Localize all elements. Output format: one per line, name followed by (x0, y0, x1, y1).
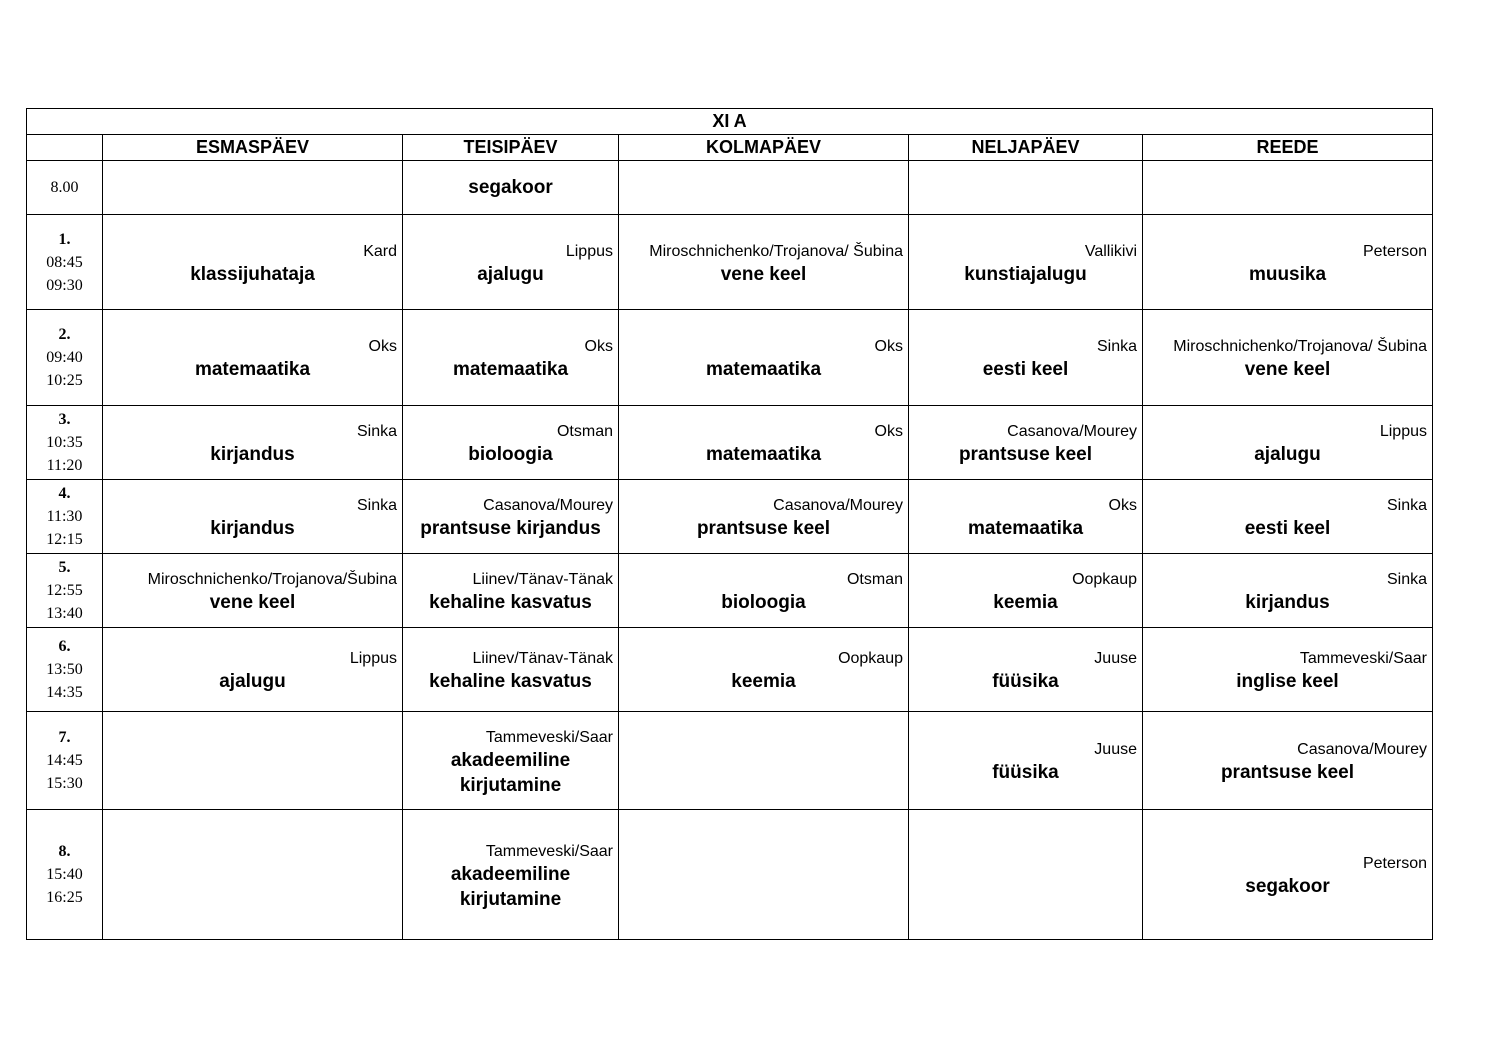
teacher-name: Tammeveski/Saar (485, 842, 613, 860)
lesson-cell-tuesday (403, 406, 619, 480)
lesson-cell-wednesday (619, 161, 909, 215)
day-header-friday: REEDE (1143, 135, 1433, 161)
time-header-cell (27, 135, 103, 161)
subject-name: segakoor (468, 177, 553, 198)
subject-name: kehaline kasvatus (429, 592, 592, 613)
teacher-name: Sinka (1386, 497, 1427, 514)
lesson-cell-friday (1143, 480, 1433, 554)
subject-name: klassijuhataja (190, 263, 315, 285)
teacher-name: Otsman (556, 423, 613, 440)
teacher-name: Miroschnichenko/Trojanova/ Šubina (649, 242, 903, 260)
lesson-row (27, 712, 1433, 810)
period-num: 8. (58, 843, 71, 860)
lesson-cell-thursday (909, 215, 1143, 310)
subject-name: kirjandus (210, 444, 295, 465)
period-time-cell (27, 810, 103, 940)
subject-name: ajalugu (477, 263, 544, 285)
day-header-tuesday: TEISIPÄEV (403, 135, 619, 161)
period-time-cell (27, 215, 103, 310)
subject-name: matemaatika (705, 359, 822, 380)
teacher-name: Oopkaup (1072, 571, 1137, 588)
lesson-row (27, 161, 1433, 215)
teacher-name: Sinka (1096, 338, 1137, 355)
subject-name: kirjandus (1245, 592, 1330, 613)
teacher-name: Kard (363, 242, 397, 260)
lesson-cell-wednesday (619, 628, 909, 712)
lesson-cell-monday (103, 712, 403, 810)
lesson-cell-monday (103, 406, 403, 480)
timetable (26, 108, 1433, 940)
lesson-cell-wednesday (619, 480, 909, 554)
period-num: 3. (58, 411, 71, 428)
period-start: 14:45 (46, 752, 83, 769)
subject-name: kehaline kasvatus (429, 671, 592, 692)
period-time-cell (27, 712, 103, 810)
period-time-cell (27, 480, 103, 554)
teacher-name: Casanova/Mourey (773, 497, 903, 514)
period-start: 12:55 (46, 582, 83, 599)
lesson-cell-friday (1143, 310, 1433, 406)
lesson-cell-friday (1143, 215, 1433, 310)
period-num: 2. (58, 326, 71, 343)
period-end: 14:35 (46, 684, 83, 701)
lesson-cell-friday (1143, 554, 1433, 628)
period-num: 7. (58, 729, 71, 746)
subject-name: kirjandus (210, 518, 295, 539)
lesson-row (27, 310, 1433, 406)
teacher-name: Casanova/Mourey (1297, 741, 1427, 758)
subject-name: segakoor (1245, 876, 1330, 897)
teacher-name: Miroschnichenko/Trojanova/ Šubina (1173, 338, 1427, 355)
period-num: 6. (58, 638, 71, 655)
lesson-cell-monday (103, 628, 403, 712)
period-time-cell (27, 628, 103, 712)
lesson-cell-monday (103, 310, 403, 406)
subject-name: akadeemiline kirjutamine (450, 863, 571, 910)
subject-name: ajalugu (1254, 444, 1321, 465)
period-start: 13:50 (46, 661, 83, 678)
lesson-cell-monday (103, 215, 403, 310)
lesson-cell-thursday (909, 554, 1143, 628)
period-start: 10:35 (46, 434, 83, 451)
lesson-cell-tuesday (403, 215, 619, 310)
lesson-cell-tuesday (403, 554, 619, 628)
teacher-name: Sinka (356, 423, 397, 440)
teacher-name: Juuse (1094, 741, 1137, 758)
lesson-row (27, 480, 1433, 554)
teacher-name: Oopkaup (838, 650, 903, 667)
teacher-name: Oks (368, 338, 397, 355)
teacher-name: Casanova/Mourey (1007, 423, 1137, 440)
period-time-cell (27, 310, 103, 406)
lesson-cell-wednesday (619, 554, 909, 628)
period-end: 15:30 (46, 775, 83, 792)
subject-name: keemia (731, 671, 796, 692)
teacher-name: Miroschnichenko/Trojanova/Šubina (147, 571, 397, 588)
period-start: 15:40 (46, 866, 83, 883)
period-end: 09:30 (46, 276, 83, 294)
lesson-cell-friday (1143, 712, 1433, 810)
lesson-row (27, 554, 1433, 628)
subject-name: matemaatika (705, 444, 822, 465)
teacher-name: Peterson (1362, 242, 1427, 260)
lesson-cell-monday (103, 480, 403, 554)
teacher-name: Vallikivi (1084, 242, 1137, 260)
lesson-cell-thursday (909, 406, 1143, 480)
lesson-cell-friday (1143, 161, 1433, 215)
lesson-cell-friday (1143, 810, 1433, 940)
subject-name: eesti keel (982, 359, 1069, 380)
lesson-cell-monday (103, 554, 403, 628)
lesson-row (27, 215, 1433, 310)
teacher-name: Peterson (1362, 855, 1427, 872)
period-time-cell (27, 406, 103, 480)
period-time-cell (27, 161, 103, 215)
lesson-cell-friday (1143, 628, 1433, 712)
subject-name: vene keel (720, 263, 807, 285)
lesson-cell-tuesday (403, 480, 619, 554)
subject-name: matemaatika (194, 359, 311, 380)
period-end: 13:40 (46, 605, 83, 622)
lesson-row (27, 810, 1433, 940)
lesson-cell-wednesday (619, 712, 909, 810)
lesson-cell-tuesday (403, 712, 619, 810)
subject-name: keemia (993, 592, 1058, 613)
lesson-cell-tuesday (403, 310, 619, 406)
subject-name: matemaatika (452, 359, 569, 380)
subject-name: muusika (1248, 263, 1327, 285)
period-num: 1. (58, 230, 71, 248)
teacher-name: Lippus (349, 650, 397, 667)
subject-name: vene keel (209, 592, 296, 613)
subject-name: matemaatika (967, 518, 1084, 539)
teacher-name: Oks (874, 338, 903, 355)
subject-name: inglise keel (1236, 671, 1339, 692)
subject-name: füüsika (992, 762, 1059, 783)
teacher-name: Otsman (846, 571, 903, 588)
lesson-cell-monday (103, 810, 403, 940)
lesson-cell-thursday (909, 480, 1143, 554)
subject-name: ajalugu (219, 671, 286, 692)
subject-name: prantsuse kirjandus (420, 518, 601, 539)
teacher-name: Sinka (356, 497, 397, 514)
teacher-name: Oks (1108, 497, 1137, 514)
lesson-cell-thursday (909, 628, 1143, 712)
subject-name: prantsuse keel (958, 444, 1093, 465)
subject-name: prantsuse keel (1220, 762, 1355, 783)
teacher-name: Tammeveski/Saar (485, 728, 613, 746)
day-header-monday: ESMASPÄEV (103, 135, 403, 161)
lesson-rows (27, 161, 1433, 940)
teacher-name: Juuse (1094, 650, 1137, 667)
class-title: XI A (27, 109, 1433, 135)
lesson-cell-wednesday (619, 406, 909, 480)
lesson-cell-tuesday (403, 810, 619, 940)
lesson-cell-tuesday (403, 161, 619, 215)
period-start: 11:30 (46, 508, 83, 525)
teacher-name: Sinka (1386, 571, 1427, 588)
subject-name: akadeemiline kirjutamine (450, 749, 571, 796)
teacher-name: Oks (874, 423, 903, 440)
period-end: 10:25 (46, 372, 83, 389)
lesson-cell-thursday (909, 161, 1143, 215)
subject-name: bioloogia (721, 592, 806, 613)
period-time-cell (27, 554, 103, 628)
period-end: 12:15 (46, 531, 83, 548)
lesson-cell-wednesday (619, 215, 909, 310)
period-end: 11:20 (46, 457, 83, 474)
teacher-name: Liinev/Tänav-Tänak (472, 571, 613, 588)
day-header-row (27, 135, 1433, 161)
teacher-name: Liinev/Tänav-Tänak (472, 650, 613, 667)
period-num: 5. (58, 559, 71, 576)
lesson-cell-tuesday (403, 628, 619, 712)
subject-name: eesti keel (1244, 518, 1331, 539)
period-end: 16:25 (46, 889, 83, 906)
teacher-name: Lippus (565, 242, 613, 260)
title-row (27, 109, 1433, 135)
lesson-row (27, 406, 1433, 480)
day-header-wednesday: KOLMAPÄEV (619, 135, 909, 161)
subject-name: füüsika (992, 671, 1059, 692)
subject-name: vene keel (1244, 359, 1331, 380)
teacher-name: Oks (584, 338, 613, 355)
lesson-cell-thursday (909, 310, 1143, 406)
lesson-cell-monday (103, 161, 403, 215)
lesson-row (27, 628, 1433, 712)
day-header-thursday: NELJAPÄEV (909, 135, 1143, 161)
period-start: 8.00 (50, 179, 79, 196)
lesson-cell-thursday (909, 810, 1143, 940)
period-start: 09:40 (46, 349, 83, 366)
lesson-cell-wednesday (619, 810, 909, 940)
lesson-cell-wednesday (619, 310, 909, 406)
lesson-cell-friday (1143, 406, 1433, 480)
subject-name: bioloogia (468, 444, 553, 465)
teacher-name: Casanova/Mourey (483, 497, 613, 514)
teacher-name: Tammeveski/Saar (1299, 650, 1427, 667)
period-num: 4. (58, 485, 71, 502)
subject-name: prantsuse keel (696, 518, 831, 539)
teacher-name: Lippus (1379, 423, 1427, 440)
subject-name: kunstiajalugu (964, 263, 1087, 285)
period-start: 08:45 (46, 253, 83, 271)
lesson-cell-thursday (909, 712, 1143, 810)
